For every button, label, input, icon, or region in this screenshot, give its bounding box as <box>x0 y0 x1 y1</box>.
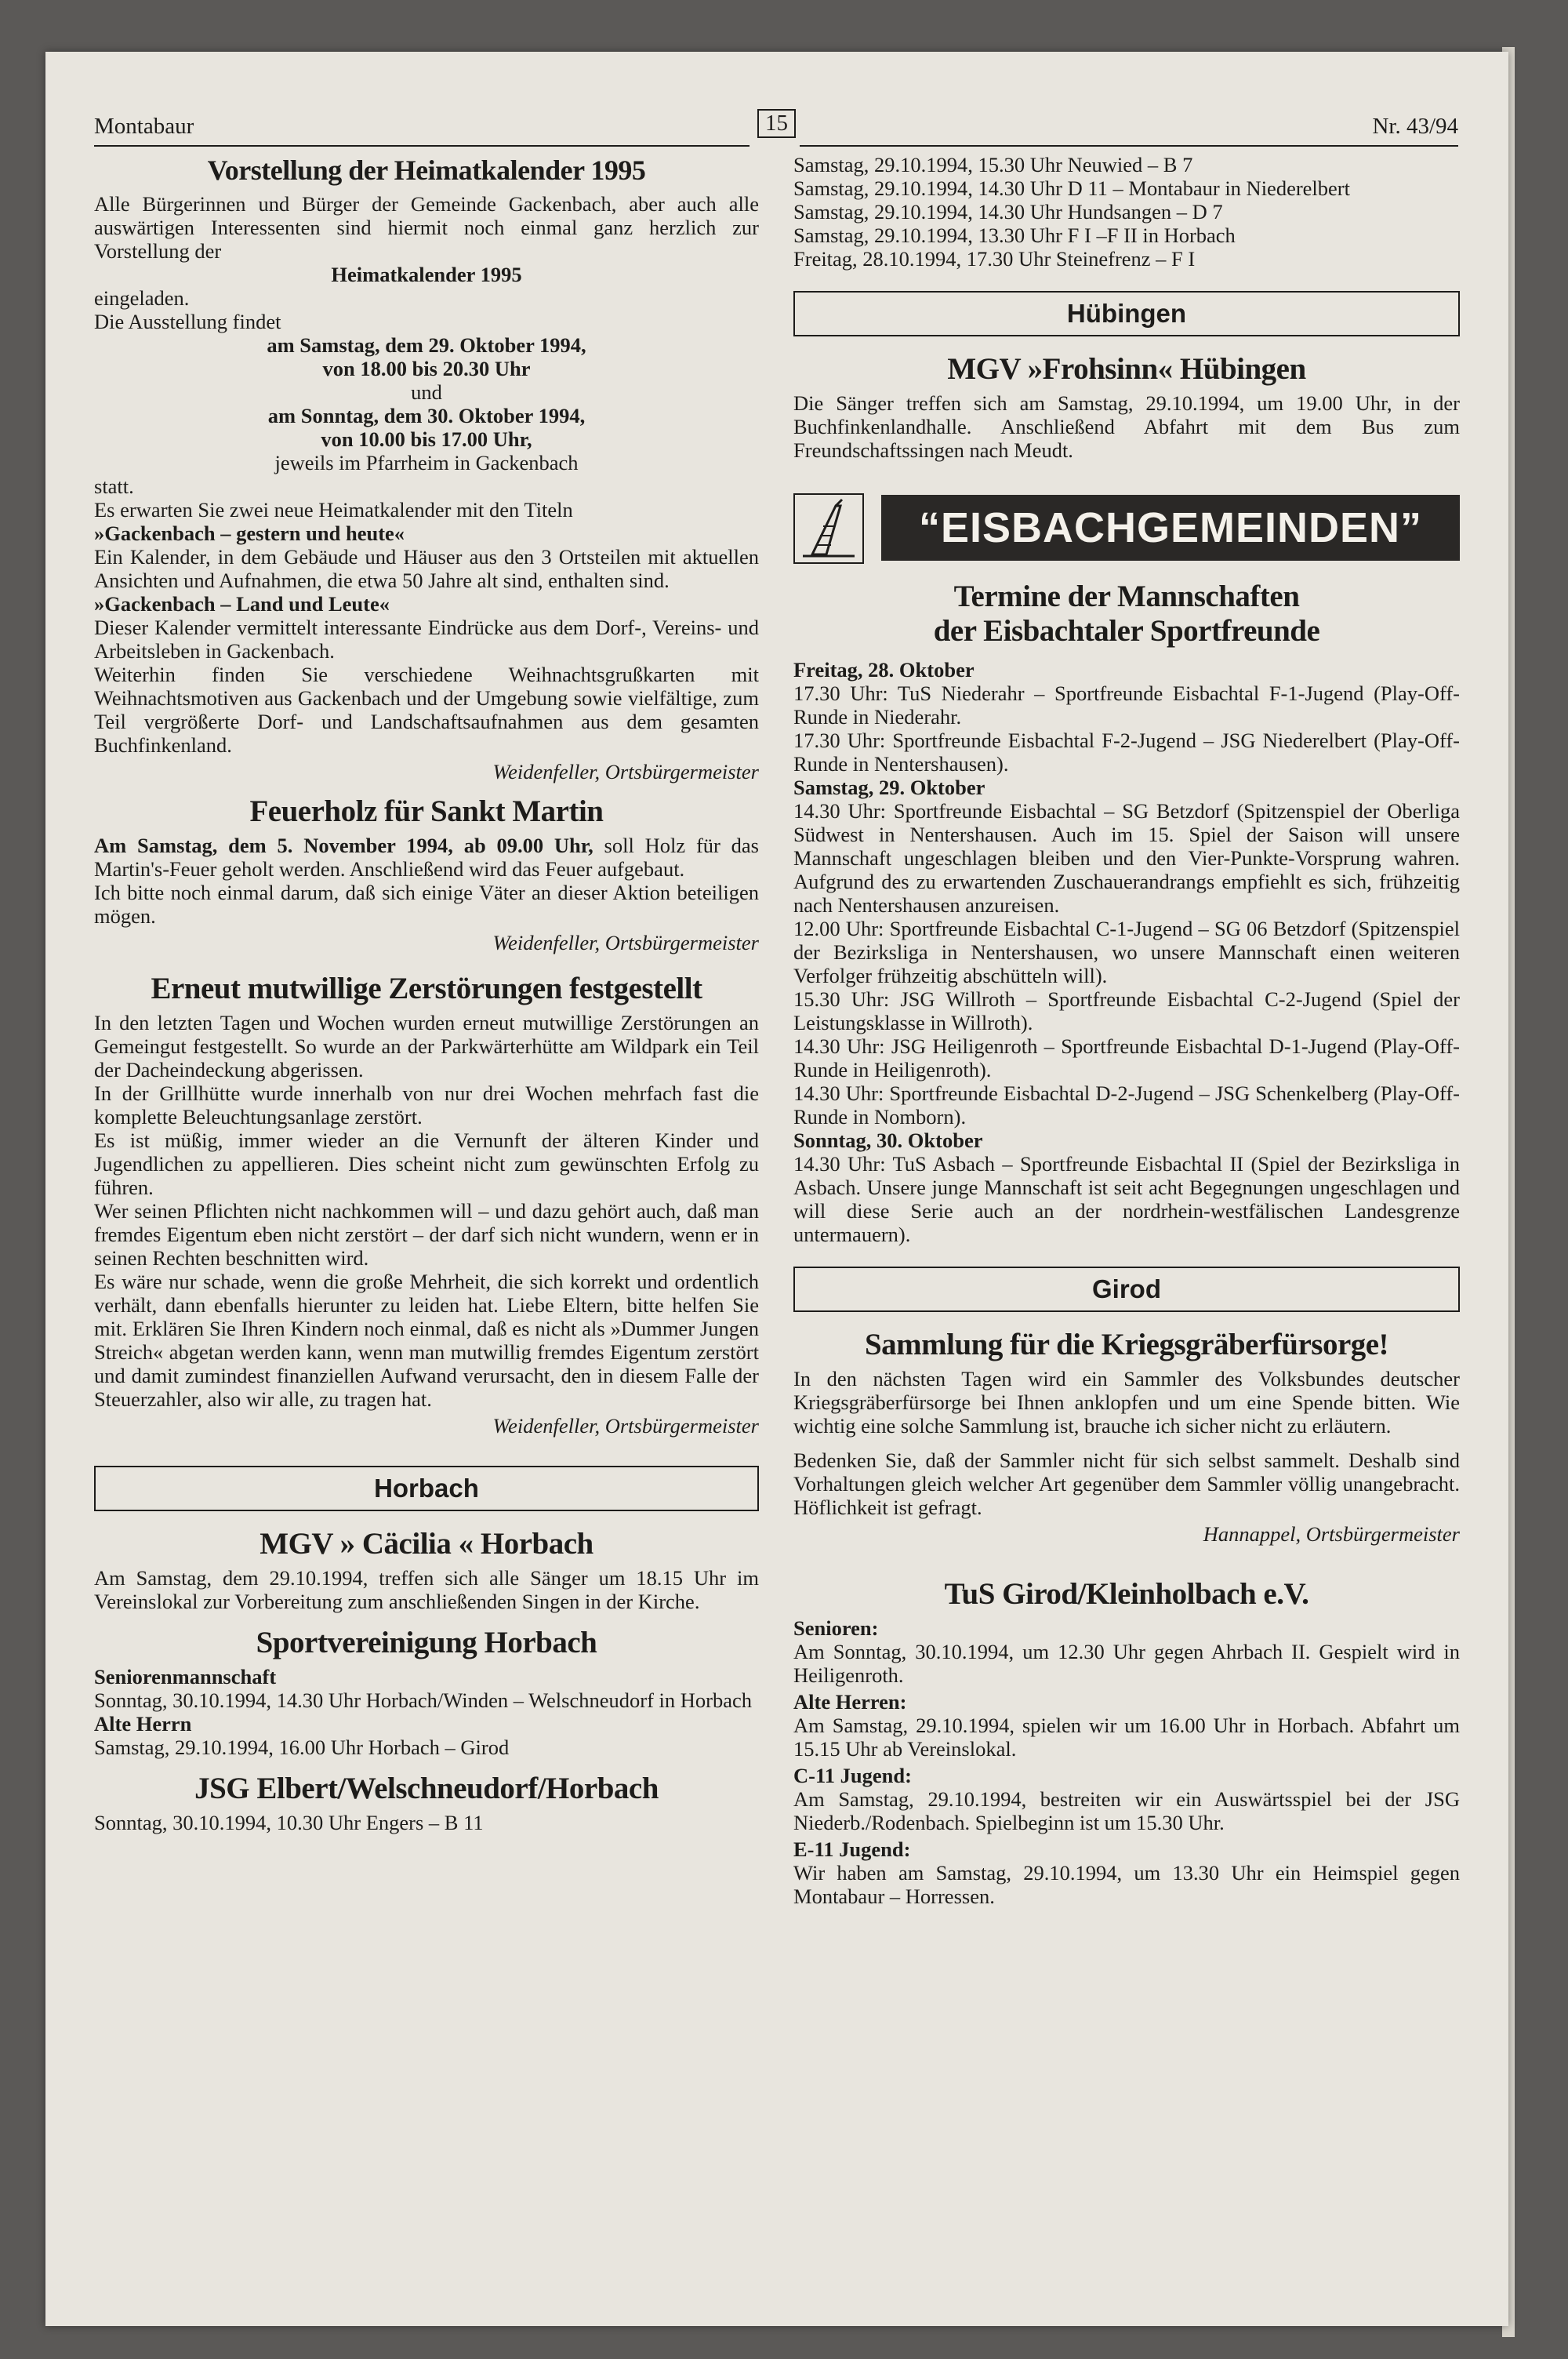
paragraph: Am Samstag, dem 29.10.1994, treffen sich alle Sänger um 18.15 Uhr im Vereinslokal zur Vorbereitung zum anschließenden Singen in der Kirche. <box>94 1566 759 1613</box>
bold-lead: Am Samstag, dem 5. November 1994, ab 09.00 Uhr, <box>94 834 593 857</box>
paragraph: statt. <box>94 474 134 498</box>
article-title: JSG Elbert/Welschneudorf/Horbach <box>194 1772 659 1805</box>
paragraph: Es ist müßig, immer wieder an die Vernunft der älteren Kinder und Jugendlichen zu appellieren. Dies scheint nicht zum gewünschten Erfolg zu führen. <box>94 1129 759 1199</box>
team-label: E-11 Jugend: <box>793 1837 911 1861</box>
spacer <box>793 1438 1460 1448</box>
ski-jump-logo-icon <box>793 493 864 564</box>
paragraph: Am Samstag, 29.10.1994, bestreiten wir ein Auswärtsspiel bei der JSG Niederb./Rodenbach. Spielbeginn ist um 15.30 Uhr. <box>793 1787 1460 1834</box>
paragraph: Bedenken Sie, daß der Sammler nicht für sich selbst sammelt. Deshalb sind Vorhaltungen gleich welcher Art gegenüber dem Sammler völlig unangebracht. Höflichkeit ist gefragt. <box>793 1448 1460 1519</box>
calendar-title: »Gackenbach – Land und Leute« <box>94 592 390 616</box>
banner-title: “EISBACHGEMEINDEN” <box>881 495 1460 561</box>
team-label: Senioren: <box>793 1616 879 1640</box>
date-line: am Samstag, dem 29. Oktober 1994, <box>267 333 586 357</box>
day-label: Samstag, 29. Oktober <box>793 776 985 799</box>
paragraph: Wir haben am Samstag, 29.10.1994, um 13.30 Uhr ein Heimspiel gegen Montabaur – Horressen. <box>793 1861 1460 1908</box>
paragraph: Sonntag, 30.10.1994, 10.30 Uhr Engers – B 11 <box>94 1811 484 1834</box>
day-label: Freitag, 28. Oktober <box>793 658 975 682</box>
schedule-line: Samstag, 29.10.1994, 15.30 Uhr Neuwied – B 7 <box>793 153 1193 176</box>
schedule-line: Samstag, 29.10.1994, 14.30 Uhr Hundsangen – D 7 <box>793 200 1223 224</box>
paragraph: 14.30 Uhr: TuS Asbach – Sportfreunde Eisbachtal II (Spiel der Bezirksliga in Asbach. Unsere junge Mannschaft ist seit acht Begegnungen ungeschlagen und will diese Serie auch an der nordrhein-westfälischen Landesgrenze untermauern). <box>793 1152 1460 1246</box>
article-sv-horbach <box>94 1626 759 1759</box>
left-column <box>94 153 759 1834</box>
paragraph: Alle Bürgerinnen und Bürger der Gemeinde Gackenbach, aber auch alle auswärtigen Interessenten sind hiermit noch einmal ganz herzlich zur Vorstellung der <box>94 192 759 263</box>
paragraph: In den nächsten Tagen wird ein Sammler des Volksbundes deutscher Kriegsgräberfürsorge bei Ihnen anklopfen und um eine Spende bitten. Wie wichtig eine solche Sammlung ist, brauche ich sicher nicht zu erläutern. <box>793 1367 1460 1438</box>
article-termine <box>793 580 1460 1246</box>
paragraph: Sonntag, 30.10.1994, 14.30 Uhr Horbach/Winden – Welschneudorf in Horbach <box>94 1688 752 1712</box>
signature: Hannappel, Ortsbürgermeister <box>1203 1522 1460 1546</box>
schedule-line: Freitag, 28.10.1994, 17.30 Uhr Steinefrenz – F I <box>793 247 1196 271</box>
section-header-horbach: Horbach <box>94 1466 759 1511</box>
paragraph: In der Grillhütte wurde innerhalb von nur drei Wochen mehrfach fast die komplette Beleuchtungsanlage zerstört. <box>94 1081 759 1129</box>
paragraph: 14.30 Uhr: JSG Heiligenroth – Sportfreunde Eisbachtal D-1-Jugend (Play-Off-Runde in Heiligenroth). <box>793 1034 1460 1081</box>
paragraph: Samstag, 29.10.1994, 16.00 Uhr Horbach – Girod <box>94 1736 510 1759</box>
article-mgv-caecilia <box>94 1527 759 1613</box>
article-mgv-frohsinn <box>793 352 1460 462</box>
right-column <box>793 153 1460 1908</box>
date-line: von 10.00 bis 17.00 Uhr, <box>321 427 532 451</box>
paragraph: Wer seinen Pflichten nicht nachkommen will – und dazu gehört auch, daß man fremdes Eigentum eben nicht zerstört – der darf sich nicht wundern, wenn er in seinen Rechten beschnitten wird. <box>94 1199 759 1270</box>
paragraph: 17.30 Uhr: Sportfreunde Eisbachtal F-2-Jugend – JSG Niederelbert (Play-Off-Runde in Nentershausen). <box>793 729 1460 776</box>
team-label: C-11 Jugend: <box>793 1764 912 1787</box>
paragraph: 15.30 Uhr: JSG Willroth – Sportfreunde Eisbachtal C-2-Jugend (Spiel der Leistungsklasse in Willroth). <box>793 987 1460 1034</box>
article-title: Vorstellung der Heimatkalender 1995 <box>207 154 646 186</box>
date-line: am Sonntag, dem 30. Oktober 1994, <box>267 404 586 427</box>
day-label: Sonntag, 30. Oktober <box>793 1129 983 1152</box>
paragraph: Ein Kalender, in dem Gebäude und Häuser aus den 3 Ortsteilen mit aktuellen Ansichten und Aufnahmen, die etwa 50 Jahre alt sind, enthalten sind. <box>94 545 759 592</box>
article-title: Erneut mutwillige Zerstörungen festgestellt <box>151 972 702 1005</box>
article-sammlung <box>793 1328 1460 1546</box>
paragraph: Ich bitte noch einmal darum, daß sich einige Väter an dieser Aktion beteiligen mögen. <box>94 881 759 928</box>
team-label: Alte Herrn <box>94 1712 192 1736</box>
paragraph: Die Sänger treffen sich am Samstag, 29.10.1994, um 19.00 Uhr, in der Buchfinkenlandhalle. Anschließend Abfahrt mit dem Bus zum Freundschaftssingen nach Meudt. <box>793 391 1460 462</box>
team-label: Seniorenmannschaft <box>94 1665 277 1688</box>
article-title: MGV » Cäcilia « Horbach <box>260 1527 593 1561</box>
paragraph: Am Sonntag, 30.10.1994, um 12.30 Uhr gegen Ahrbach II. Gespielt wird in Heiligenroth. <box>793 1640 1460 1687</box>
paragraph: In den letzten Tagen und Wochen wurden erneut mutwillige Zerstörungen an Gemeingut festgestellt. So wurde an der Parkwärterhütte am Wildpark ein Teil der Dacheindeckung abgerissen. <box>94 1011 759 1081</box>
article-zerstoerungen <box>94 972 759 1438</box>
paragraph: Heimatkalender 1995 <box>331 263 522 286</box>
header-rule-left <box>94 145 750 147</box>
article-subtitle: der Eisbachtaler Sportfreunde <box>933 614 1320 648</box>
paragraph: 14.30 Uhr: Sportfreunde Eisbachtal – SG Betzdorf (Spitzenspiel der Oberliga Südwest in Nentershausen. Auch im 15. Spiel der Saison will unsere Mannschaft ungeschlagen bleiben und den Vier-Punkte-Vorsprung wahren. Aufgrund des zu erwartenden Zuschauerandrangs empfiehlt es sich, frühzeitig nach Nentershausen anzureisen. <box>793 799 1460 917</box>
article-title: TuS Girod/Kleinholbach e.V. <box>944 1577 1309 1611</box>
calendar-title: »Gackenbach – gestern und heute« <box>94 522 405 545</box>
paragraph: Es wäre nur schade, wenn die große Mehrheit, die sich korrekt und ordentlich verhält, dann ebenfalls hierunter zu leiden hat. Liebe Eltern, bitte helfen Sie mit. Erklären Sie Ihren Kindern noch einmal, daß es nicht als »Dummer Jungen Streich« abgetan werden kann, wenn man mutwillig fremdes Eigentum zerstört und damit zumindest finanziellen Aufwand verursacht, den in diesem Falle der Steuerzahler, also wir alle, zu tragen hat. <box>94 1270 759 1411</box>
article-tus-girod <box>793 1577 1460 1908</box>
article-title: Sammlung für die Kriegsgräberfürsorge! <box>864 1328 1389 1361</box>
article-title: MGV »Frohsinn« Hübingen <box>947 352 1306 386</box>
article-title: Termine der Mannschaften <box>953 580 1300 613</box>
date-line: von 18.00 bis 20.30 Uhr <box>322 357 531 380</box>
article-title: Feuerholz für Sankt Martin <box>249 794 604 828</box>
header-rule-right <box>800 145 1458 147</box>
schedule-line: Samstag, 29.10.1994, 13.30 Uhr F I –F II in Horbach <box>793 224 1236 247</box>
paragraph: 17.30 Uhr: TuS Niederahr – Sportfreunde Eisbachtal F-1-Jugend (Play-Off-Runde in Niederahr. <box>793 682 1460 729</box>
paragraph: Am Samstag, 29.10.1994, spielen wir um 16.00 Uhr in Horbach. Abfahrt um 15.15 Uhr ab Vereinslokal. <box>793 1714 1460 1761</box>
article-jsg <box>94 1772 759 1834</box>
page-number: 15 <box>757 109 796 138</box>
paragraph: Die Ausstellung findet <box>94 310 281 333</box>
page-header <box>94 111 1458 145</box>
spacer <box>793 1546 1460 1569</box>
section-header-huebingen: Hübingen <box>793 291 1460 336</box>
paragraph: eingeladen. <box>94 286 190 310</box>
signature: Weidenfeller, Ortsbürgermeister <box>492 931 759 954</box>
article-feuerholz <box>94 794 759 954</box>
eisbach-banner <box>793 493 1460 562</box>
paragraph: 14.30 Uhr: Sportfreunde Eisbachtal D-2-Jugend – JSG Schenkelberg (Play-Off-Runde in Nomborn). <box>793 1081 1460 1129</box>
paragraph: Weiterhin finden Sie verschiedene Weihnachtsgrußkarten mit Weihnachtsmotiven aus Gackenbach und der Umgebung sowie vielfältige, zum Teil vergrößerte Dorf- und Landschaftsaufnahmen aus dem gesamten Buchfinkenland. <box>94 663 759 757</box>
paragraph: Es erwarten Sie zwei neue Heimatkalender mit den Titeln <box>94 498 573 522</box>
paragraph: 12.00 Uhr: Sportfreunde Eisbachtal C-1-Jugend – SG 06 Betzdorf (Spitzenspiel der Bezirksliga in Nentershausen, wo unsere Mannschaft einen weiteren Verfolger frühzeitig abschütteln will). <box>793 917 1460 987</box>
article-title: Sportvereinigung Horbach <box>256 1626 597 1659</box>
schedule-lines <box>793 153 1460 271</box>
issue-number: Nr. 43/94 <box>1372 114 1458 139</box>
section-header-girod: Girod <box>793 1267 1460 1312</box>
header-town: Montabaur <box>94 114 194 139</box>
signature: Weidenfeller, Ortsbürgermeister <box>492 1414 759 1438</box>
signature: Weidenfeller, Ortsbürgermeister <box>492 760 759 783</box>
paragraph: Dieser Kalender vermittelt interessante Eindrücke aus dem Dorf-, Vereins- und Arbeitsleben in Gackenbach. <box>94 616 759 663</box>
date-line: jeweils im Pfarrheim in Gackenbach <box>274 451 579 474</box>
paragraph-rest: soll Holz für das Martin's-Feuer geholt werden. Anschließend wird das Feuer aufgebaut. <box>94 834 759 881</box>
date-line: und <box>411 380 442 404</box>
schedule-line: Samstag, 29.10.1994, 14.30 Uhr D 11 – Montabaur in Niederelbert <box>793 176 1350 200</box>
article-heimatkalender <box>94 153 759 783</box>
paragraph <box>94 834 759 881</box>
team-label: Alte Herren: <box>793 1690 907 1714</box>
